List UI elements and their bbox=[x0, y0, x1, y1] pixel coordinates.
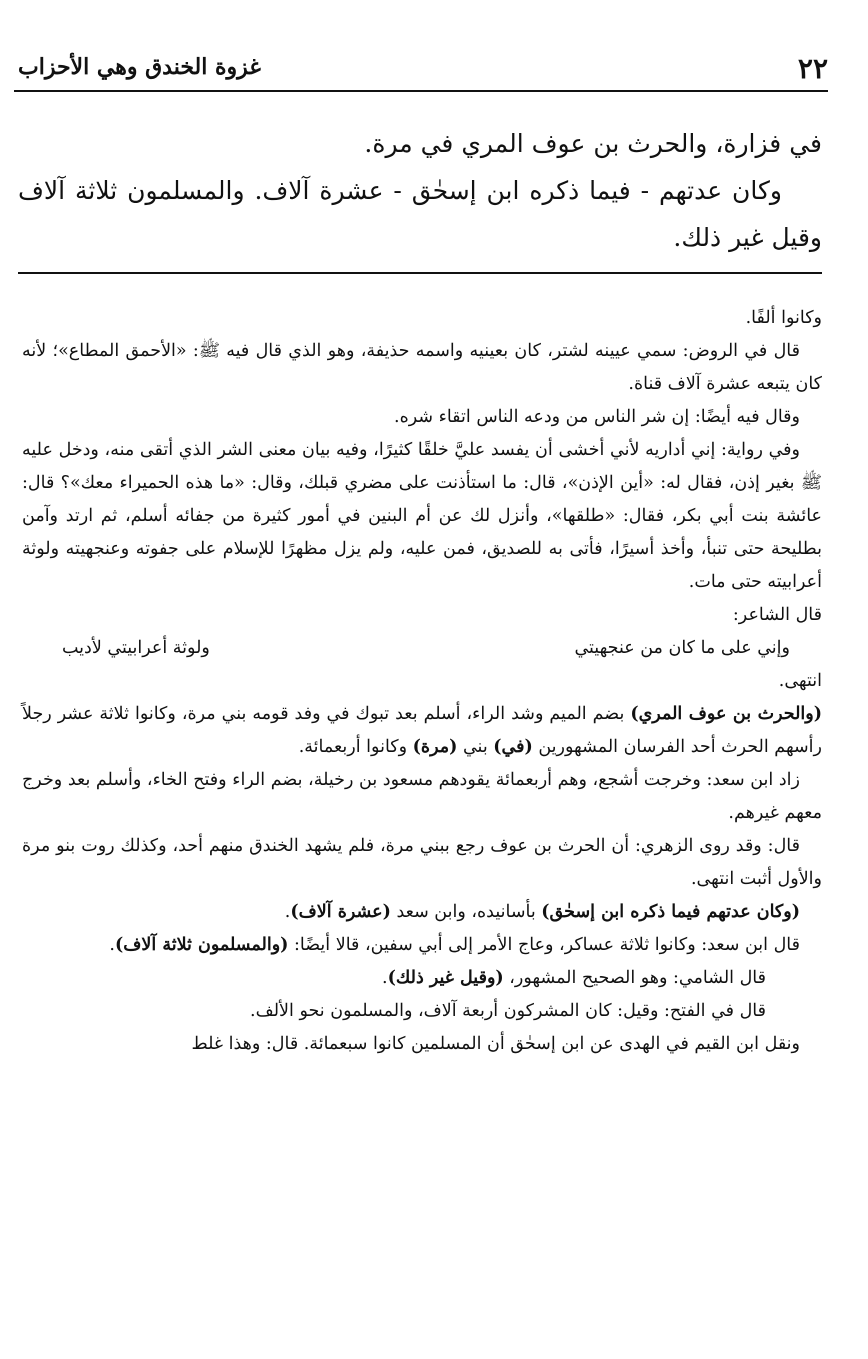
main-text-line-1: في فزارة، والحرث بن عوف المري في مرة. bbox=[364, 129, 822, 158]
commentary-paragraph bbox=[22, 929, 822, 962]
commentary-paragraph: وقال فيه أيضًا: إن شر الناس من ودعه الناس اتقاء شره. bbox=[394, 407, 800, 427]
commentary-text: بأسانيده، وابن سعد bbox=[390, 902, 542, 922]
commentary-paragraph: ونقل ابن القيم في الهدى عن ابن إسحٰق أن المسلمين كانوا سبعمائة. قال: وهذا غلط bbox=[191, 1034, 800, 1054]
commentary-paragraph: زاد ابن سعد: وخرجت أشجع، وهم أربعمائة يقودهم مسعود بن رخيلة، بضم الراء وفتح الخاء، وأسلم بعد وخرج معهم غيرهم. bbox=[22, 770, 822, 823]
page-number: ٢٢ bbox=[797, 52, 828, 85]
commentary-text: بضم الميم وشد الراء، أسلم بعد تبوك في وفد قومه بني مرة، وكانوا ثلاثة عشر رجلاً رأسهم الحرث أحد الفرسان المشهورين bbox=[22, 704, 822, 757]
commentary-text: . bbox=[382, 968, 388, 988]
quoted-phrase: (والمسلمون ثلاثة آلاف) bbox=[114, 935, 289, 955]
commentary-paragraph: قال: وقد روى الزهري: أن الحرث بن عوف رجع ببني مرة، فلم يشهد الخندق منهم أحد، وكذلك روت بنو مرة والأول أثبت انتهى. bbox=[22, 836, 822, 889]
main-text bbox=[18, 120, 822, 261]
commentary-text: . bbox=[109, 935, 115, 955]
quoted-phrase: (وكان عدتهم فيما ذكره ابن إسحٰق) bbox=[541, 902, 800, 922]
commentary-paragraph: قال الشاعر: bbox=[732, 605, 822, 625]
poetry-verse bbox=[22, 632, 822, 665]
main-text-line-2: وكان عدتهم - فيما ذكره ابن إسحٰق - عشرة آلاف. والمسلمون ثلاثة آلاف وقيل غير ذلك. bbox=[18, 176, 822, 252]
section-divider bbox=[18, 272, 822, 274]
quoted-phrase: (عشرة آلاف) bbox=[290, 902, 391, 922]
commentary-paragraph: قال في الفتح: وقيل: كان المشركون أربعة آلاف، والمسلمون نحو الألف. bbox=[250, 1001, 766, 1021]
commentary-text: قال ابن سعد: وكانوا ثلاثة عساكر، وعاج الأمر إلى أبي سفين، قالا أيضًا: bbox=[288, 935, 800, 955]
page-header bbox=[14, 46, 828, 92]
commentary-paragraph bbox=[22, 962, 822, 995]
verse-second-hemistich: ولوثة أعرابيتي لأديب bbox=[62, 638, 210, 658]
commentary-paragraph: وفي رواية: إني أداريه لأني أخشى أن يفسد عليَّ خلقًا كثيرًا، وفيه بيان معنى الشر الذي أتقى منه، ودخل عليه ﷺ بغير إذن، فقال له: «أين الإذن»، قال: ما استأذنت على مضري قبلك، وقال: «ما هذه الحميراء معك»؟ قال: عائشة بنت أبي بكر، فقال: «طلقها»، وأنزل لك عن أم البنين في أمور كثيرة من جفائه أسلم، ثم ارتد وآمن بطليحة حتى تنبأ، وأخذ أسيرًا، فأتى به للصديق، فمن عليه، ولم يزل مظهرًا للإسلام على جفوته وعنجهيته ولوثة أعرابيته حتى مات. bbox=[22, 440, 822, 592]
quoted-phrase: (والحرث بن عوف المري) bbox=[630, 704, 823, 724]
commentary-text: . bbox=[284, 902, 291, 922]
running-title: غزوة الخندق وهي الأحزاب bbox=[18, 54, 261, 80]
commentary-text: وكانوا أربعمائة. bbox=[298, 737, 413, 757]
commentary-text: قال الشامي: وهو الصحيح المشهور، bbox=[503, 968, 766, 988]
quoted-phrase: (مرة) bbox=[412, 737, 458, 757]
commentary-text: بني bbox=[457, 737, 494, 757]
verse-first-hemistich: وإني على ما كان من عنجهيتي bbox=[574, 638, 790, 658]
commentary-paragraph bbox=[22, 698, 822, 764]
commentary-paragraph: قال في الروض: سمي عيينه لشتر، كان بعينيه واسمه حذيفة، وهو الذي قال فيه ﷺ: «الأحمق المطاع»؛ لأنه كان يتبعه عشرة آلاف قناة. bbox=[22, 341, 822, 394]
quoted-phrase: (وقيل غير ذلك) bbox=[387, 968, 504, 988]
commentary-paragraph: انتهى. bbox=[778, 671, 822, 691]
quoted-phrase: (في) bbox=[493, 737, 533, 757]
commentary-paragraph bbox=[22, 896, 822, 929]
commentary-paragraph: وكانوا ألفًا. bbox=[745, 308, 822, 328]
commentary bbox=[22, 302, 822, 1061]
